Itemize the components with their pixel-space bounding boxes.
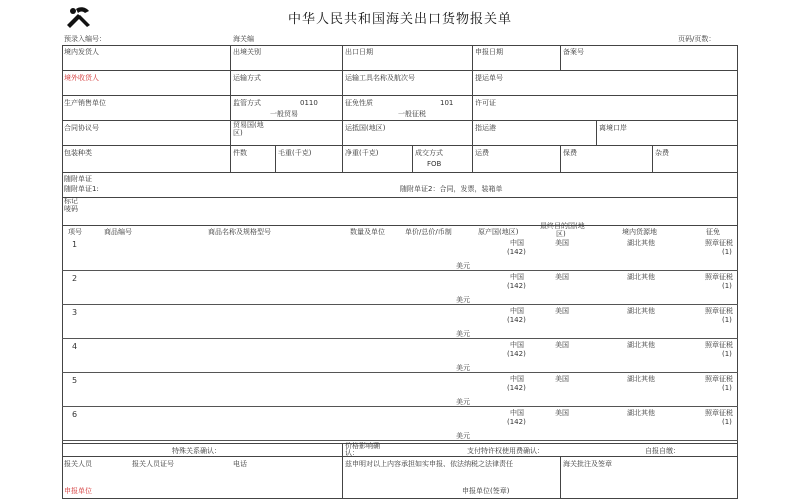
goods-item-no: 5 — [72, 376, 78, 385]
freight-label: 运费 — [475, 149, 489, 157]
preentry-label: 预录入编号： — [64, 35, 106, 43]
declarant-cert-label: 报关人员证号 — [132, 460, 174, 468]
row-divider — [62, 304, 738, 305]
goods-item-no: 1 — [72, 240, 78, 249]
col-qty-unit: 数量及单位 — [350, 228, 385, 236]
statement-text: 兹申明对以上内容承担如实申报、依法纳税之法律责任 — [345, 460, 513, 468]
declare-unit-seal-label: 申报单位(签章) — [462, 487, 510, 495]
exemption-code: 101 — [440, 99, 454, 107]
goods-origin: 中国 — [510, 307, 524, 315]
trade-country-label-2: 区) — [233, 129, 243, 137]
col-item-no: 项号 — [68, 228, 82, 236]
export-date-label: 出口日期 — [345, 48, 373, 56]
col-commodity-code: 商品编号 — [104, 228, 132, 236]
col-final-dest: 最终目的国(地 — [540, 222, 585, 230]
col-name-spec: 商品名称及规格型号 — [208, 228, 271, 236]
supervision-code: 0110 — [300, 99, 318, 107]
row-line — [62, 443, 738, 444]
goods-exempt-code: (1) — [722, 282, 732, 290]
goods-exempt: 照章征税 — [705, 409, 733, 417]
page-title: 中华人民共和国海关出口货物报关单 — [287, 12, 512, 27]
goods-exempt: 照章征税 — [705, 375, 733, 383]
col-exemption: 征免 — [706, 228, 720, 236]
goods-source: 湖北其他 — [627, 341, 655, 349]
row-line — [62, 70, 738, 71]
goods-source: 湖北其他 — [627, 239, 655, 247]
col-line — [560, 45, 561, 70]
goods-exempt-code: (1) — [722, 418, 732, 426]
dest-country-label: 运抵国(地区) — [345, 124, 386, 132]
col-line — [275, 145, 276, 172]
goods-dest: 美国 — [555, 307, 569, 315]
row-line — [62, 172, 738, 173]
goods-dest: 美国 — [555, 409, 569, 417]
pieces-label: 件数 — [233, 149, 247, 157]
contract-no-label: 合同协议号 — [64, 124, 99, 132]
goods-source: 湖北其他 — [627, 273, 655, 281]
col-origin: 原产国(地区) — [478, 228, 519, 236]
domestic-consignor-label: 境内发货人 — [64, 48, 99, 56]
goods-exempt-code: (1) — [722, 248, 732, 256]
col-line — [596, 120, 597, 145]
declarant-label: 报关人员 — [64, 460, 92, 468]
col-line — [230, 95, 231, 145]
goods-source: 湖北其他 — [627, 409, 655, 417]
transport-mode-label: 运输方式 — [233, 74, 261, 82]
row-line — [62, 225, 738, 226]
row-line — [62, 197, 738, 198]
col-line — [560, 145, 561, 172]
exemption-value: 一般征税 — [398, 110, 426, 118]
customs-no-label: 海关编 — [233, 35, 254, 43]
declare-date-label: 申报日期 — [475, 48, 503, 56]
goods-origin: 中国 — [510, 409, 524, 417]
row-divider — [62, 440, 738, 441]
record-no-label: 备案号 — [563, 48, 584, 56]
goods-dest: 美国 — [555, 341, 569, 349]
col-line — [342, 456, 343, 499]
goods-item-no: 6 — [72, 410, 78, 419]
attached-docs-label: 随附单证 — [64, 175, 92, 183]
bill-no-label: 提运单号 — [475, 74, 503, 82]
package-type-label: 包装种类 — [64, 149, 92, 157]
goods-currency: 美元 — [456, 262, 470, 270]
goods-exempt-code: (1) — [722, 350, 732, 358]
gross-weight-label: 毛重(千克) — [278, 149, 312, 157]
col-line — [230, 145, 231, 172]
goods-item-no: 3 — [72, 308, 78, 317]
col-line — [472, 45, 473, 145]
row-divider — [62, 270, 738, 271]
supervision-value: 一般贸易 — [270, 110, 298, 118]
goods-exempt: 照章征税 — [705, 239, 733, 247]
goods-source: 湖北其他 — [627, 307, 655, 315]
goods-origin-code: (142) — [507, 316, 526, 324]
goods-currency: 美元 — [456, 330, 470, 338]
goods-dest: 美国 — [555, 239, 569, 247]
col-final-dest-2: 区) — [556, 230, 566, 238]
misc-fee-label: 杂费 — [655, 149, 669, 157]
goods-origin: 中国 — [510, 273, 524, 281]
overseas-consignee-label: 境外收货人 — [64, 74, 99, 82]
col-line — [560, 456, 561, 499]
license-no-label: 许可证 — [475, 99, 496, 107]
supervision-mode-label: 监管方式 — [233, 99, 261, 107]
goods-dest: 美国 — [555, 375, 569, 383]
attached-doc2-label: 随附单证2：合同，发票，装箱单 — [400, 185, 503, 193]
phone-label: 电话 — [233, 460, 247, 468]
goods-exempt-code: (1) — [722, 316, 732, 324]
customs-remarks-label: 海关批注及签章 — [563, 460, 612, 468]
export-port-label: 出境关别 — [233, 48, 261, 56]
special-relation-label: 特殊关系确认： — [172, 447, 221, 455]
goods-source: 湖北其他 — [627, 375, 655, 383]
producer-label: 生产销售单位 — [64, 99, 106, 107]
goods-dest: 美国 — [555, 273, 569, 281]
goods-origin: 中国 — [510, 375, 524, 383]
col-line — [652, 145, 653, 172]
insurance-label: 保费 — [563, 149, 577, 157]
royalty-label: 支付特许权使用费确认： — [467, 447, 544, 455]
marks-label-2: 唛码 — [64, 205, 78, 213]
col-line — [342, 443, 343, 456]
self-pay-label: 自报自缴： — [645, 447, 680, 455]
net-weight-label: 净重(千克) — [345, 149, 379, 157]
goods-currency: 美元 — [456, 432, 470, 440]
row-line — [62, 120, 738, 121]
goods-item-no: 4 — [72, 342, 78, 351]
goods-origin-code: (142) — [507, 248, 526, 256]
goods-origin-code: (142) — [507, 350, 526, 358]
row-line — [62, 456, 738, 457]
row-line — [62, 145, 738, 146]
goods-currency: 美元 — [456, 398, 470, 406]
row-divider — [62, 338, 738, 339]
col-line — [472, 145, 473, 172]
price-influence-label-2: 认： — [345, 449, 359, 457]
exemption-nature-label: 征免性质 — [345, 99, 373, 107]
goods-origin: 中国 — [510, 239, 524, 247]
row-divider — [62, 372, 738, 373]
goods-exempt-code: (1) — [722, 384, 732, 392]
declare-unit-label: 申报单位 — [64, 487, 92, 495]
goods-origin: 中国 — [510, 341, 524, 349]
goods-origin-code: (142) — [507, 282, 526, 290]
goods-exempt: 照章征税 — [705, 341, 733, 349]
marks-label: 标记 — [64, 197, 78, 205]
dest-port-label: 指运港 — [475, 124, 496, 132]
col-domestic-source: 境内货源地 — [622, 228, 657, 236]
row-line — [62, 95, 738, 96]
exit-port-label: 离境口岸 — [599, 124, 627, 132]
goods-origin-code: (142) — [507, 418, 526, 426]
col-price: 单价/总价/币制 — [405, 228, 452, 236]
transport-name-label: 运输工具名称及航次号 — [345, 74, 415, 82]
goods-item-no: 2 — [72, 274, 78, 283]
row-divider — [62, 406, 738, 407]
page-label: 页码/页数： — [678, 35, 716, 43]
goods-currency: 美元 — [456, 296, 470, 304]
goods-origin-code: (142) — [507, 384, 526, 392]
goods-exempt: 照章征税 — [705, 307, 733, 315]
col-line — [412, 145, 413, 172]
attached-doc1-label: 随附单证1: — [64, 185, 99, 193]
price-influence-label: 价格影响确 — [345, 442, 380, 450]
col-line — [342, 95, 343, 145]
trade-country-label: 贸易国(地 — [233, 121, 264, 129]
col-line — [342, 145, 343, 172]
goods-currency: 美元 — [456, 364, 470, 372]
goods-exempt: 照章征税 — [705, 273, 733, 281]
deal-mode-label: 成交方式 — [415, 149, 443, 157]
deal-value: FOB — [427, 160, 442, 168]
